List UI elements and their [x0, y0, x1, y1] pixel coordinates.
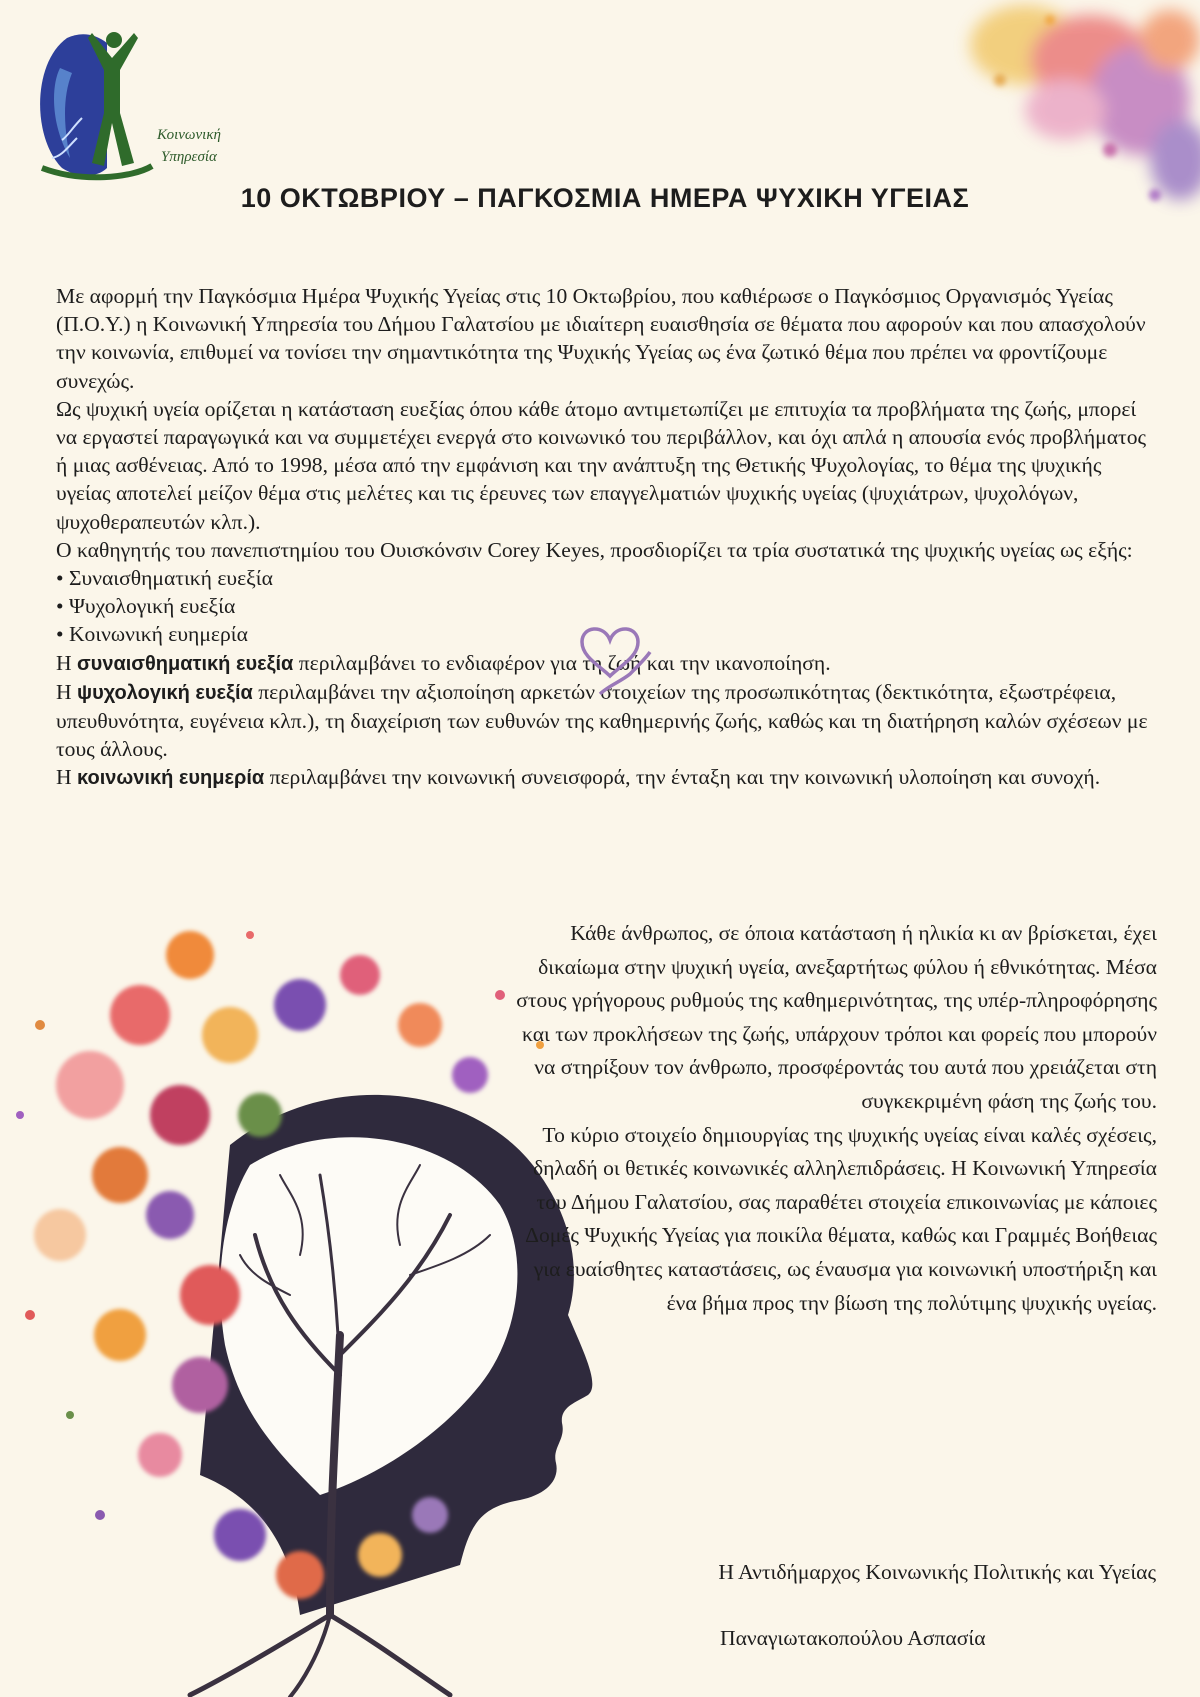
definition-term: ψυχολογική ευεξία	[77, 681, 253, 704]
intro-paragraph-2: Ως ψυχική υγεία ορίζεται η κατάσταση ευεξίας όπου κάθε άτομο αντιμετωπίζει με επιτυχία τα προβλήματα της ζωής, μπορεί να εργαστεί παραγωγικά και να συμμετέχει ενεργά στο κοινωνικό του περιβάλλον, και όχι απλά η απουσία ενός προβλήματος ή μιας ασθένειας. Από το 1998, μέσα από την εμφάνιση και την ανάπτυξη της Θετικής Ψυχολογίας, το θέμα της ψυχικής υγείας αποτελεί μείζον θέμα στις μελέτες και τις έρευνες των επαγγελματιών ψυχικής υγείας (ψυχιάτρων, ψυχολόγων, ψυχοθεραπευτών κλπ.).	[56, 396, 1147, 534]
definition-social	[56, 763, 1156, 792]
intro-section	[56, 282, 1156, 793]
definition-prefix: Η	[56, 765, 77, 790]
definition-text: περιλαμβάνει το ενδιαφέρον για τη ζωή και την ικανοποίηση.	[293, 650, 831, 675]
bullet-item: • Συναισθηματική ευεξία	[56, 566, 273, 591]
definition-term: συναισθηματική ευεξία	[77, 652, 294, 675]
right-paragraph-1: Κάθε άνθρωπος, σε όποια κατάσταση ή ηλικία κι αν βρίσκεται, έχει δικαίωμα στην ψυχική υγεία, ανεξαρτήτως φύλου ή εθνικότητας. Μέσα στους γρήγορους ρυθμούς της καθημερινότητας, της υπέρ-πληροφόρησης και των προκλήσεων της ζωής, υπάρχουν τρόποι και φορείς που μπορούν να στηρίξουν τον άνθρωπο, προσφέροντάς του αυτά που χρειάζεται στη συγκεκριμένη φάση της ζωής του.	[516, 921, 1157, 1113]
logo-line-1: Κοινωνική	[157, 127, 221, 143]
definition-text: περιλαμβάνει την κοινωνική συνεισφορά, την ένταξη και την κοινωνική υλοποίηση και συνοχή.	[264, 765, 1101, 790]
definition-prefix: Η	[56, 650, 77, 675]
page-title: 10 ΟΚΤΩΒΡΙΟΥ – ΠΑΓΚΟΣΜΙΑ ΗΜΕΡΑ ΨΥΧΙΚΗ ΥΓΕΙΑΣ	[240, 183, 970, 213]
right-paragraph-2: Το κύριο στοιχείο δημιουργίας της ψυχικής υγείας είναι καλές σχέσεις, δηλαδή οι θετικές κοινωνικές αλληλεπιδράσεις. Η Κοινωνική Υπηρεσία του Δήμου Γαλατσίου, σας παραθέτει στοιχεία επικοινωνίας με κάποιες Δομές Ψυχικής Υγείας για ποικίλα θέματα, καθώς και Γραμμές Βοήθειας για ευαίσθητες καταστάσεις, ως έναυσμα για κοινωνική υποστήριξη και ένα βήμα προς την βίωση της πολύτιμης ψυχικής υγείας.	[525, 1122, 1157, 1315]
heart-hand-icon	[560, 602, 660, 702]
bullet-item: • Ψυχολογική ευεξία	[56, 594, 236, 619]
signature-role: Η Αντιδήμαρχος Κοινωνικής Πολιτικής και Υγείας	[718, 1560, 1156, 1584]
right-column-text	[500, 917, 1157, 1320]
logo-line-2: Υπηρεσία	[161, 149, 217, 165]
intro-paragraph-1: Με αφορμή την Παγκόσμια Ημέρα Ψυχικής Υγείας στις 10 Οκτωβρίου, που καθιέρωσε ο Παγκόσμιος Οργανισμός Υγείας (Π.Ο.Υ.) η Κοινωνική Υπηρεσία του Δήμου Γαλατσίου με ιδιαίτερη ευαισθησία σε θέματα που αφορούν και που απασχολούν την κοινωνία, επιθυμεί να τονίσει την σημαντικότητα της Ψυχικής Υγείας ως ένα ζωτικό θέμα που πρέπει να φροντίζουμε συνεχώς.	[56, 284, 1146, 393]
logo-service-name	[157, 124, 221, 168]
municipality-logo	[22, 18, 222, 188]
intro-paragraph-3: Ο καθηγητής του πανεπιστημίου του Ουισκόνσιν Corey Keyes, προσδιορίζει τα τρία συστατικά της ψυχικής υγείας ως εξής:	[56, 537, 1133, 562]
bullet-item: • Κοινωνική ευημερία	[56, 622, 248, 647]
signature-name: Παναγιωτακοπούλου Ασπασία	[720, 1626, 986, 1650]
definition-text: περιλαμβάνει την αξιοποίηση αρκετών στοιχείων της προσωπικότητας (δεκτικότητα, εξωστρέφεια, υπευθυνότητα, ευγένεια κλπ.), τη διαχείριση των ευθυνών της καθημερινής ζωής, καθώς και τη διατήρηση καλών σχέσεων με τους άλλους.	[56, 679, 1148, 762]
definition-prefix: Η	[56, 679, 77, 704]
definition-term: κοινωνική ευημερία	[77, 767, 265, 790]
